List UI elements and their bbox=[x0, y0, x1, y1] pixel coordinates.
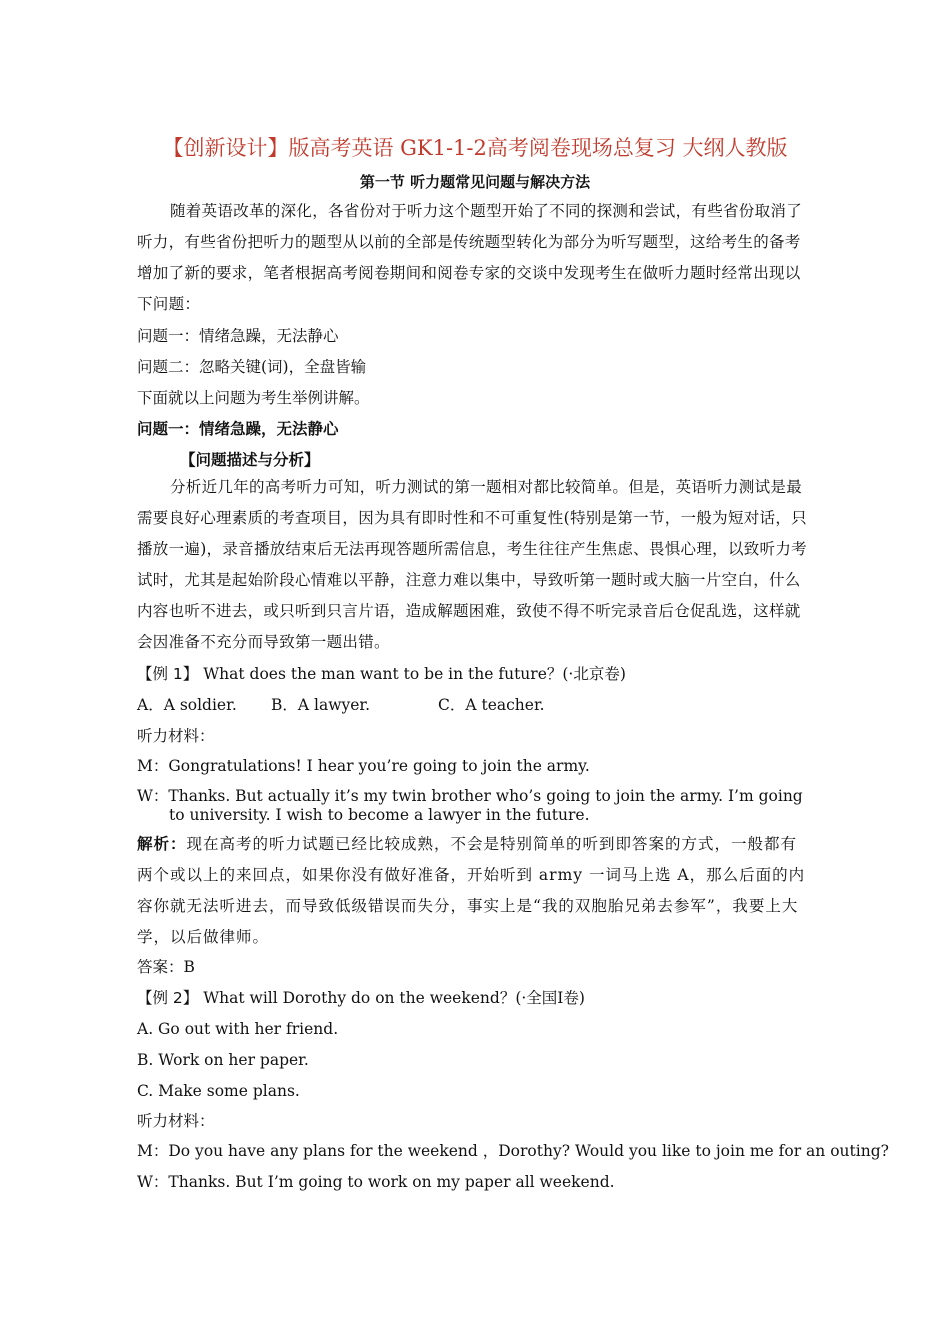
example1-dialog-w-text: W：Thanks. But actually it’s my twin brother who’s going to join the army. I’m going to university. I wish to become a lawyer in the future. bbox=[137, 787, 803, 824]
problem-one-heading: 问题一：情绪急躁，无法静心 bbox=[137, 420, 339, 438]
example2-question: What will Dorothy do on the weekend？(·全国Ⅰ卷) bbox=[203, 989, 585, 1007]
example1-option-a: A．A soldier. bbox=[137, 696, 237, 714]
problem-list-item-2: 问题二：忽略关键(词)，全盘皆输 bbox=[137, 358, 367, 376]
example2-option-b: B. Work on her paper. bbox=[137, 1051, 309, 1069]
example2-label: 【例 2】 bbox=[137, 989, 199, 1007]
transition-text: 下面就以上问题为考生举例讲解。 bbox=[137, 389, 370, 407]
example2-material-label: 听力材料： bbox=[137, 1112, 215, 1130]
intro-paragraph bbox=[137, 196, 813, 320]
example1-analysis-text: 现在高考的听力试题已经比较成熟，不会是特别简单的听到即答案的方式，一般都有两个或以上的来回点，如果你没有做好准备，开始听到 army 一词马上选 A，那么后面的内容你就无法听进去，而导致低级错误而失分，事实上是“我的双胞胎兄弟去参军”，我要上大学，以后做律师。 bbox=[137, 835, 806, 946]
analysis-text: 分析近几年的高考听力可知，听力测试的第一题相对都比较简单。但是，英语听力测试是最需要良好心理素质的考查项目，因为具有即时性和不可重复性(特别是第一节，一般为短对话，只播放一遍)，录音播放结束后无法再现答题所需信息，考生往往产生焦虑、畏惧心理，以致听力考试时，尤其是起始阶段心情难以平静，注意力难以集中，导致听第一题时或大脑一片空白，什么内容也听不进去，或只听到只言片语，造成解题困难，致使不得不听完录音后仓促乱选，这样就会因准备不充分而导致第一题出错。 bbox=[137, 478, 807, 651]
example2-question-line bbox=[137, 988, 813, 1008]
section-title: 第一节 听力题常见问题与解决方法 bbox=[359, 173, 591, 191]
example1-options bbox=[137, 695, 813, 715]
problem-list-item-1: 问题一：情绪急躁，无法静心 bbox=[137, 327, 339, 345]
example1-dialog-w bbox=[137, 787, 813, 825]
example2-option-a: A. Go out with her friend. bbox=[137, 1020, 339, 1038]
document-title: 【创新设计】版高考英语 GK1-1-2高考阅卷现场总复习 大纲人教版 bbox=[162, 136, 788, 160]
intro-text: 随着英语改革的深化，各省份对于听力这个题型开始了不同的探测和尝试，有些省份取消了听力，有些省份把听力的题型从以前的全部是传统题型转化为部分为听写题型，这给考生的备考增加了新的要求，笔者根据高考阅卷期间和阅卷专家的交谈中发现考生在做听力题时经常出现以下问题： bbox=[137, 202, 803, 313]
example1-dialog-m: M：Gongratulations! I hear you’re going to join the army. bbox=[137, 757, 590, 775]
example1-label: 【例 1】 bbox=[137, 665, 199, 683]
example1-answer: 答案：B bbox=[137, 958, 195, 976]
example1-question-line bbox=[137, 664, 813, 684]
example1-analysis-label: 解析： bbox=[137, 835, 187, 853]
example1-analysis bbox=[137, 829, 813, 953]
example1-material-label: 听力材料： bbox=[137, 727, 215, 745]
example2-option-c: C. Make some plans. bbox=[137, 1082, 300, 1100]
problem-one-analysis bbox=[137, 472, 813, 658]
problem-one-subheading: 【问题描述与分析】 bbox=[180, 451, 320, 469]
example2-dialog-m: M：Do you have any plans for the weekend ，Dorothy? Would you like to join me for an outing? bbox=[137, 1142, 889, 1160]
example2-dialog-w: W：Thanks. But I’m going to work on my paper all weekend. bbox=[137, 1173, 615, 1191]
example1-question: What does the man want to be in the future？(·北京卷) bbox=[203, 665, 626, 683]
example1-option-b: B．A lawyer. bbox=[271, 696, 371, 714]
example1-option-c: C．A teacher. bbox=[438, 696, 545, 714]
